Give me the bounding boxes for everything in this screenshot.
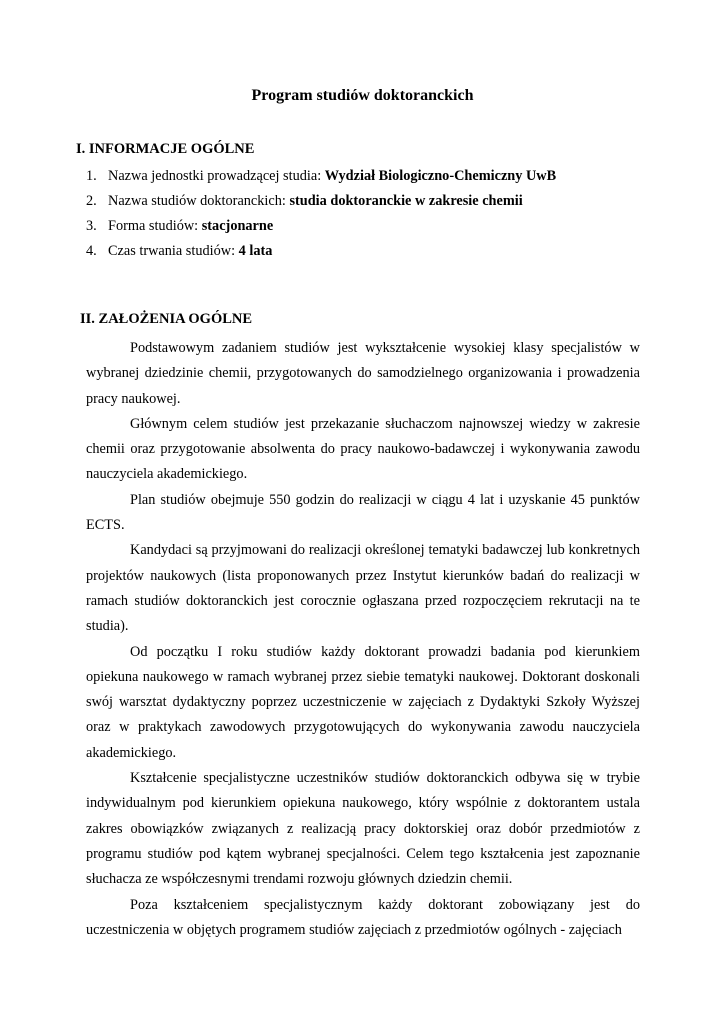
list-item [86,216,556,241]
list-item-number: 3. [86,218,97,234]
paragraph: Poza kształceniem specjalistycznym każdy doktorant zobowiązany jest do uczestniczenia w objętych programem studiów zajęciach z przedmiotów ogólnych - zajęciach [86,896,640,938]
list-item-number: 4. [86,243,97,259]
list-item-value: Wydział Biologiczno-Chemiczny UwB [324,168,557,184]
list-item-label: Forma studiów: [108,218,202,234]
paragraph: Plan studiów obejmuje 550 godzin do realizacji w ciągu 4 lat i uzyskanie 45 punktów ECTS. [86,491,640,534]
list-item [86,166,556,191]
paragraph: Kandydaci są przyjmowani do realizacji określonej tematyki badawczej lub konkretnych projektów naukowych (lista proponowanych przez Instytut kierunków badań do realizacji w ramach studiów doktoranckich jest corocznie ogłaszana przed rozpoczęciem rekrutacji na te studia). [86,542,640,635]
paragraph: Od początku I roku studiów każdy doktorant prowadzi badania pod kierunkiem opiekuna naukowego w ramach wybranej przez siebie tematyki naukowej. Doktorant doskonali swój warsztat dydaktyczny poprzez uczestniczenie w zajęciach z Dydaktyki Szkoły Wyższej oraz w praktykach zawodowych przygotowujących do wykonywania zawodu nauczyciela akademickiego. [86,643,640,761]
list-item-value: studia doktoranckie w zakresie chemii [289,193,523,209]
list-item [86,191,556,216]
document-title: Program studiów doktoranckich [251,87,474,104]
list-item-value: stacjonarne [201,218,274,234]
paragraph: Kształcenie specjalistyczne uczestników studiów doktoranckich odbywa się w trybie indywidualnym pod kierunkiem opiekuna naukowego, który wspólnie z doktorantem ustala zakres obowiązków związanych z realizacją pracy doktorskiej oraz dobór przedmiotów z programu studiów pod kątem wybranej specjalności. Celem tego kształcenia jest zapoznanie słuchacza ze współczesnymi trendami rozwoju głównych dziedzin chemii. [86,770,640,888]
list-item-label: Nazwa jednostki prowadzącej studia: [108,168,325,184]
list-item-label: Czas trwania studiów: [108,243,239,259]
list-item-number: 1. [86,168,97,184]
paragraph: Głównym celem studiów jest przekazanie słuchaczom najnowszej wiedzy w zakresie chemii oraz przygotowanie absolwenta do pracy naukowo-badawczej i wykonywania zawodu nauczyciela akademickiego. [86,415,640,483]
section-body [86,336,640,943]
general-info-list [86,166,556,266]
paragraph: Podstawowym zadaniem studiów jest wykształcenie wysokiej klasy specjalistów w wybranej dziedzinie chemii, przygotowanych do samodzielnego organizowania i prowadzenia pracy naukowej. [86,340,640,407]
list-item-value: 4 lata [238,243,273,259]
section-heading-general-assumptions: II. ZAŁOŻENIA OGÓLNE [80,311,253,327]
list-item-number: 2. [86,193,97,209]
section-heading-general-info: I. INFORMACJE OGÓLNE [76,141,255,157]
list-item [86,241,556,266]
list-item-label: Nazwa studiów doktoranckich: [108,193,290,209]
